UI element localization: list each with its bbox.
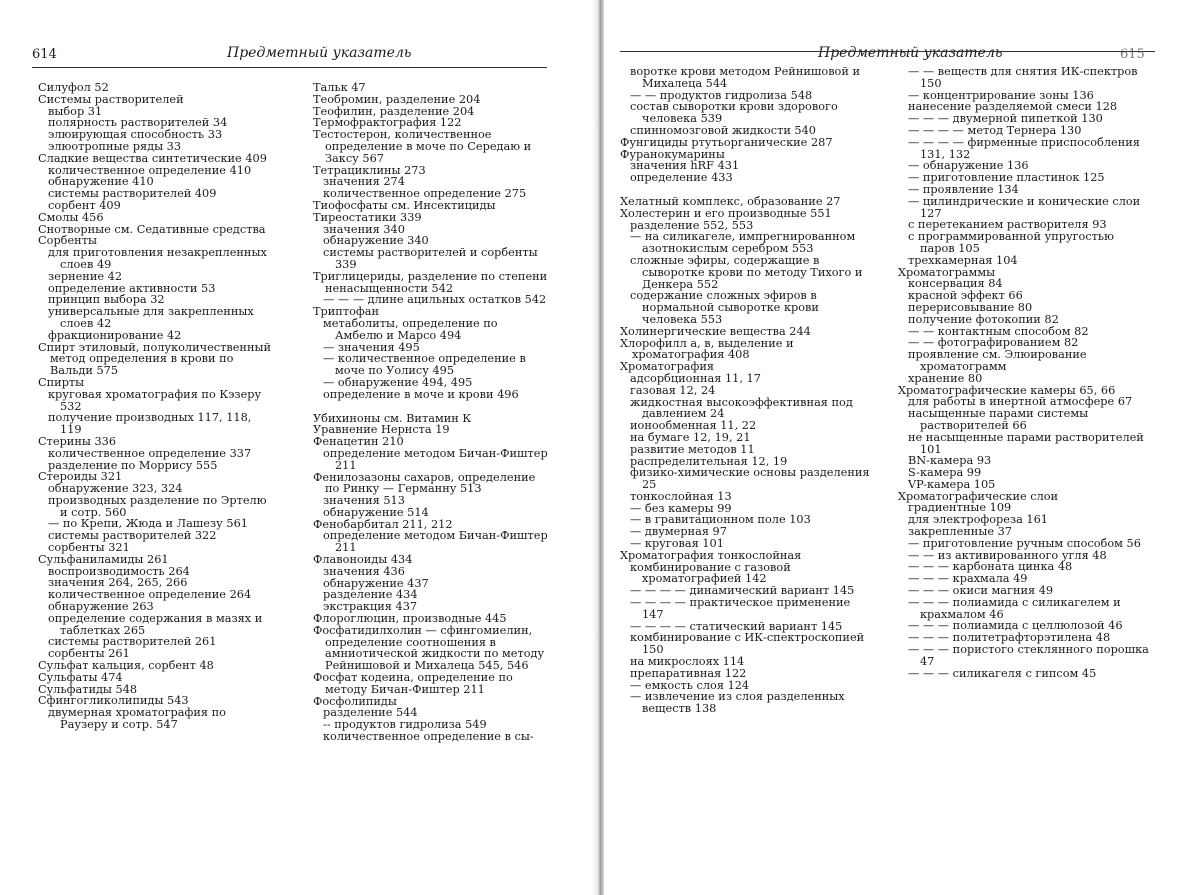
index-entry: Фенацетин 210	[313, 435, 404, 449]
index-entry: Тетрациклины 273	[313, 163, 426, 177]
index-subentry: — — — крахмала 49	[908, 572, 1028, 586]
left-page-number: 614	[32, 47, 57, 62]
index-subentry: на бумаге 12, 19, 21	[630, 430, 751, 444]
index-subentry: системы растворителей 322	[48, 529, 217, 543]
index-subentry: комбинирование с газовой хроматографией 142	[630, 560, 791, 586]
index-entry: Тиреостатики 339	[313, 210, 422, 224]
index-entry: Хроматографические камеры 65, 66	[898, 383, 1116, 397]
index-subentry: обнаружение 340	[323, 234, 429, 248]
index-subentry: — без камеры 99	[630, 501, 732, 515]
index-subentry: определение методом Бичан-Фиштер 211	[323, 446, 548, 472]
index-subentry: системы растворителей 409	[48, 187, 217, 201]
index-subentry: — обнаружение 494, 495	[323, 375, 473, 389]
index-entry: Системы растворителей	[38, 92, 184, 106]
index-subentry: определение содержания в мазях и таблетках 265	[48, 611, 263, 637]
left-page-header-title: Предметный указатель	[227, 45, 412, 61]
index-subentry: определение методом Бичан-Фиштер 211	[323, 529, 548, 555]
index-subentry: количественное определение 264	[48, 588, 252, 602]
index-subentry: содержание сложных эфиров в нормальной сыворотке крови человека 553	[630, 289, 819, 326]
left-page-header	[32, 45, 547, 65]
index-subentry: — значения 495	[323, 340, 420, 354]
index-subentry: экстракция 437	[323, 600, 418, 614]
index-subentry: количественное определение 410	[48, 163, 252, 177]
index-subentry: производных разделение по Эртелю и сотр. 560	[48, 493, 267, 519]
index-entry: Фенобарбитал 211, 212	[313, 517, 453, 531]
index-entry: Спирт этиловый, полуколичественный метод определения в крови по Вальди 575	[38, 340, 271, 378]
left-header-rule	[32, 67, 547, 68]
index-subentry: — — — — динамический вариант 145	[630, 584, 855, 598]
index-subentry: насыщенные парами системы растворителей 66	[908, 407, 1089, 432]
index-subentry: универсальные для закрепленных слоев 42	[48, 305, 254, 330]
index-subentry: — — из активированного угля 48	[908, 548, 1107, 562]
index-entry: Холестерин и его производные 551	[620, 206, 832, 220]
index-subentry: — проявление 134	[908, 182, 1019, 196]
index-subentry: принцип выбора 32	[48, 293, 165, 307]
index-entry: Хлорофилл a, в, выделение и хроматография 408	[620, 336, 794, 362]
index-subentry: закрепленные 37	[908, 525, 1012, 539]
right-header-rule	[620, 51, 1155, 52]
index-subentry: метаболиты, определение по Амбелю и Марсо 494	[323, 316, 498, 342]
index-subentry: разделение 552, 553	[630, 218, 754, 232]
index-subentry: — на силикагеле, импрегнированном азотнокислым серебром 553	[630, 230, 856, 256]
index-subentry: фракционирование 42	[48, 328, 182, 342]
index-subentry: перерисовывание 80	[908, 300, 1033, 314]
left-column-1	[38, 82, 276, 731]
index-subentry: — — продуктов гидролиза 548	[630, 88, 813, 102]
index-subentry: — приготовление ручным способом 56	[908, 536, 1141, 550]
index-subentry: значения 340	[323, 222, 405, 236]
index-entry: Фенилозазоны сахаров, определение по Ринку — Германну 513	[313, 470, 536, 496]
right-page-number: 615	[1120, 47, 1145, 62]
index-entry: Сфингогликолипиды 543	[38, 694, 189, 708]
index-subentry: VP-камера 105	[908, 477, 996, 491]
index-entry: Теобромин, разделение 204	[313, 92, 481, 106]
index-subentry: — — — двумерной пипеткой 130	[908, 112, 1103, 126]
index-subentry: сорбент 409	[48, 198, 121, 212]
index-entry: Фуранокумарины	[620, 147, 725, 161]
index-subentry: системы растворителей 261	[48, 635, 217, 649]
index-subentry: разделение 434	[323, 588, 418, 602]
index-subentry: количественное определение 275	[323, 187, 527, 201]
index-entry: Уравнение Нернста 19	[313, 423, 450, 437]
index-subentry: с перетеканием растворителя 93	[908, 218, 1107, 232]
index-subentry: ионообменная 11, 22	[630, 419, 757, 433]
index-entry: Сорбенты	[38, 234, 97, 248]
index-subentry: — — — — статический вариант 145	[630, 619, 843, 633]
index-subentry: определение активности 53	[48, 281, 216, 295]
index-entry: Теофилин, разделение 204	[313, 104, 475, 118]
index-entry: Хелатный комплекс, образование 27	[620, 194, 841, 208]
index-subentry: полярность растворителей 34	[48, 116, 228, 130]
index-entry: Сульфаты 474	[38, 670, 123, 684]
index-entry: Флавоноиды 434	[313, 553, 413, 567]
index-subentry: — цилиндрические и конические слои 127	[908, 194, 1141, 220]
index-entry: Спирты	[38, 375, 85, 389]
index-subentry: — концентрирование зоны 136	[908, 88, 1094, 102]
index-subentry: круговая хроматография по Кэзеру 532	[48, 387, 262, 413]
index-subentry: обнаружение 437	[323, 576, 429, 590]
index-subentry: значения 274	[323, 175, 405, 189]
index-subentry: — — фотографированием 82	[908, 336, 1079, 350]
index-subentry: распределительная 12, 19	[630, 454, 788, 468]
index-subentry: выбор 31	[48, 104, 103, 118]
index-entry: Стероиды 321	[38, 470, 123, 484]
index-subentry: — количественное определение в моче по Уолису 495	[323, 352, 526, 378]
index-subentry: — — — — фирменные приспособления 131, 132	[908, 135, 1140, 161]
index-entry: Сульфат кальция, сорбент 48	[38, 659, 214, 673]
index-subentry: -- продуктов гидролиза 549	[323, 718, 487, 732]
index-entry: Термофрактография 122	[313, 116, 462, 130]
index-entry: Фосфолипиды	[313, 694, 397, 708]
index-subentry: — емкость слоя 124	[630, 678, 750, 692]
index-subentry: комбинирование с ИК-спектроскопией 150	[630, 631, 865, 657]
index-subentry: газовая 12, 24	[630, 383, 716, 397]
index-entry: Флороглюцин, производные 445	[313, 612, 507, 626]
index-subentry: не насыщенные парами растворителей 101	[908, 430, 1144, 456]
index-subentry: спинномозговой жидкости 540	[630, 123, 816, 137]
index-entry: Сульфатиды 548	[38, 682, 138, 696]
index-subentry: разделение 544	[323, 706, 418, 720]
index-subentry: BN-камера 93	[908, 454, 992, 468]
index-subentry: — двумерная 97	[630, 525, 727, 539]
right-page-header-title: Предметный указатель	[818, 45, 1003, 61]
index-subentry: обнаружение 410	[48, 175, 154, 189]
index-subentry: нанесение разделяемой смеси 128	[908, 100, 1118, 114]
right-column-2	[898, 66, 1151, 679]
index-subentry: обнаружение 514	[323, 505, 429, 519]
index-subentry: — извлечение из слоя разделенных веществ 138	[630, 690, 845, 716]
index-subentry: хранение 80	[908, 371, 983, 385]
index-entry: Хроматограммы	[898, 265, 996, 279]
index-subentry: S-камера 99	[908, 466, 982, 480]
index-entry: Тестостерон, количественное определение в моче по Середаю и Заксу 567	[313, 128, 532, 165]
index-subentry: получение производных 117, 118, 119	[48, 411, 252, 437]
index-subentry: обнаружение 323, 324	[48, 482, 183, 496]
index-subentry: значения 513	[323, 494, 405, 508]
index-subentry: с программированной упругостью паров 105	[908, 230, 1114, 255]
index-subentry: для работы в инертной атмосфере 67	[908, 395, 1133, 409]
index-subentry: тонкослойная 13	[630, 489, 732, 503]
right-page	[604, 0, 1200, 895]
index-subentry: воспроизводимость 264	[48, 564, 190, 578]
index-subentry: системы растворителей и сорбенты 339	[323, 246, 538, 271]
index-subentry: развитие методов 11	[630, 442, 755, 456]
right-page-header	[620, 45, 1155, 65]
index-subentry: — — — полиамида с целлюлозой 46	[908, 619, 1123, 633]
index-subentry: — — — силикагеля с гипсом 45	[908, 666, 1097, 680]
index-subentry: — круговая 101	[630, 537, 724, 551]
index-subentry: для приготовления незакрепленных слоев 49	[48, 246, 267, 271]
index-entry: Хроматография	[620, 360, 715, 374]
index-subentry: количественное определение в сы-	[323, 730, 534, 744]
index-subentry: — — веществ для снятия ИК-спектров 150	[908, 65, 1138, 90]
index-subentry: на микрослоях 114	[630, 655, 745, 669]
index-subentry: — — — окиси магния 49	[908, 584, 1054, 598]
index-entry: Сульфаниламиды 261	[38, 552, 169, 566]
index-entry: Фосфатидилхолин — сфингомиелин, определение соотношения в амниотической жидкости по методу Рейнишовой и Михалеца 545, 546	[313, 623, 545, 673]
index-entry: Снотворные см. Седативные средства	[38, 222, 266, 236]
index-subentry: — — — карбоната цинка 48	[908, 560, 1073, 574]
index-entry: Тальк 47	[313, 81, 366, 94]
section-gap	[313, 401, 548, 413]
index-subentry: обнаружение 263	[48, 600, 154, 614]
index-entry: Сладкие вещества синтетические 409	[38, 151, 267, 165]
index-subentry: количественное определение 337	[48, 446, 252, 460]
index-subentry: — — — длине ацильных остатков 542	[323, 293, 547, 307]
index-subentry: — — — — практическое применение 147	[630, 596, 851, 621]
index-subentry: для электрофореза 161	[908, 513, 1048, 527]
index-subentry: — в гравитационном поле 103	[630, 513, 811, 527]
index-entry: Фосфат кодеина, определение по методу Бичан-Фиштер 211	[313, 671, 513, 696]
index-subentry: — — — — метод Тернера 130	[908, 123, 1082, 137]
index-subentry: сорбенты 261	[48, 647, 130, 661]
index-subentry: воротке крови методом Рейнишовой и Михалеца 544	[630, 65, 861, 90]
index-subentry: значения 436	[323, 564, 405, 578]
index-subentry: — — — пористого стеклянного порошка 47	[908, 643, 1149, 668]
index-subentry: трехкамерная 104	[908, 253, 1018, 267]
index-subentry: сорбенты 321	[48, 541, 130, 555]
index-entry: Убихиноны см. Витамин К	[313, 411, 472, 425]
index-subentry: значения 264, 265, 266	[48, 576, 188, 590]
index-subentry: двумерная хроматография по Раузеру и сотр. 547	[48, 706, 226, 732]
index-subentry: жидкостная высокоэффективная под давлением 24	[630, 395, 853, 421]
left-column-2	[313, 82, 548, 743]
index-entry: Смолы 456	[38, 210, 104, 224]
index-entry: Фунгициды ртутьорганические 287	[620, 135, 833, 149]
index-entry: Хроматография тонкослойная	[620, 548, 802, 562]
index-subentry: состав сыворотки крови здорового человека 539	[630, 100, 838, 126]
index-subentry: — по Крепи, Жюда и Лашезу 561	[48, 517, 248, 531]
index-entry: Тиофосфаты см. Инсектициды	[313, 198, 496, 212]
index-subentry: получение фотокопии 82	[908, 312, 1059, 326]
index-entry: Стерины 336	[38, 434, 117, 448]
index-subentry: градиентные 109	[908, 501, 1012, 515]
index-subentry: — обнаружение 136	[908, 159, 1029, 173]
index-subentry: консервация 84	[908, 277, 1003, 291]
index-entry: Триптофан	[313, 305, 379, 319]
index-subentry: определение в моче и крови 496	[323, 387, 519, 401]
index-subentry: адсорбционная 11, 17	[630, 371, 761, 385]
index-subentry: зернение 42	[48, 269, 123, 283]
index-subentry: проявление см. Элюирование хроматограмм	[908, 348, 1087, 373]
index-subentry: сложные эфиры, содержащие в сыворотке крови по методу Тихого и Денкера 552	[630, 253, 863, 291]
index-entry: Триглицериды, разделение по степени ненасыщенности 542	[313, 269, 548, 295]
index-entry: Силуфол 52	[38, 81, 109, 94]
index-subentry: — — контактным способом 82	[908, 324, 1089, 338]
index-entry: Холинергические вещества 244	[620, 324, 811, 338]
index-subentry: элюирующая способность 33	[48, 128, 223, 142]
index-subentry: значения hRF 431	[630, 159, 740, 173]
index-subentry: — приготовление пластинок 125	[908, 171, 1105, 185]
index-subentry: элюотропные ряды 33	[48, 139, 182, 153]
right-column-1	[620, 66, 870, 715]
index-subentry: препаративная 122	[630, 666, 747, 680]
index-subentry: — — — политетрафторэтилена 48	[908, 631, 1111, 645]
index-entry: Хроматографические слои	[898, 489, 1059, 503]
left-page	[0, 0, 596, 895]
index-subentry: физико-химические основы разделения 25	[630, 466, 870, 492]
index-subentry: — — — полиамида с силикагелем и крахмалом 46	[908, 595, 1121, 621]
index-subentry: разделение по Моррису 555	[48, 458, 218, 472]
index-subentry: красной эффект 66	[908, 289, 1023, 303]
index-subentry: определение 433	[630, 171, 733, 185]
